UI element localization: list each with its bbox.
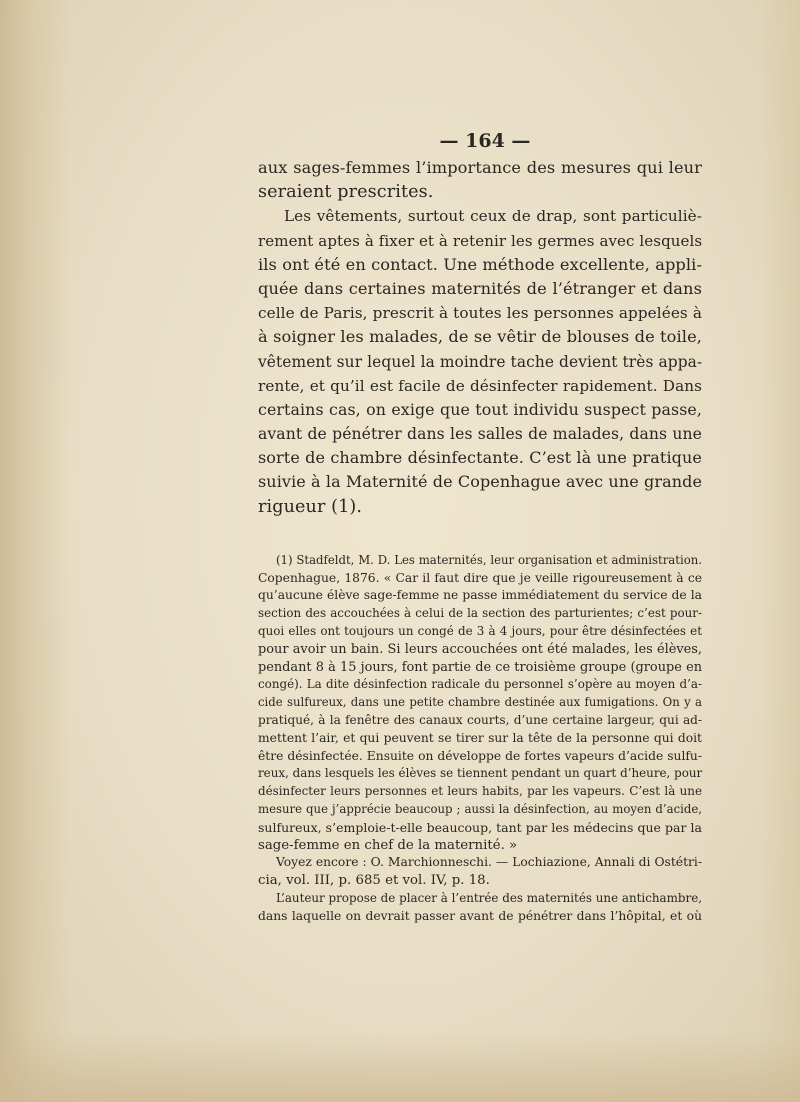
- text-block: [258, 126, 702, 926]
- main-text-line: celle de Paris, prescrit à toutes les personnes appelées à: [258, 304, 702, 323]
- footnote-line: pour avoir un bain. Si leurs accouchées ont été malades, les élèves,: [258, 641, 702, 657]
- main-text-line: suivie à la Maternité de Copenhague avec une grande: [258, 472, 703, 492]
- footnote-line: Voyez encore : O. Marchionneschi. — Lochiazione, Annali di Ostétri-: [276, 855, 702, 870]
- footnote-line: désinfecter leurs personnes et leurs habits, par les vapeurs. C’est là une: [258, 784, 702, 799]
- main-text-line: Les vêtements, surtout ceux de drap, sont particuliè-: [284, 207, 702, 226]
- footnote-line: quoi elles ont toujours un congé de 3 à 4 jours, pour être désinfectées et: [258, 624, 702, 638]
- footnote-line: mesure que j’apprécie beaucoup ; aussi la désinfection, au moyen d’acide,: [258, 801, 702, 816]
- page-edge-shadow-right: [760, 0, 800, 1102]
- footnote-line: cide sulfureux, dans une petite chambre destinée aux fumigations. On y a: [258, 695, 702, 710]
- footnote: [258, 552, 702, 926]
- page-edge-shadow-bottom: [0, 1032, 800, 1102]
- main-text-line: avant de pénétrer dans les salles de malades, dans une: [258, 425, 702, 444]
- footnote-line: sulfureux, s’emploie-t-elle beaucoup, tant par les médecins que par la: [258, 819, 702, 835]
- footnote-separator-space: [258, 519, 702, 552]
- footnote-line: pendant 8 à 15 jours, font partie de ce troisième groupe (groupe en: [258, 659, 702, 675]
- main-text-line: rigueur (1).: [258, 496, 363, 517]
- main-text-line: sorte de chambre désinfectante. C’est là une pratique: [258, 448, 702, 468]
- footnote-line: dans laquelle on devrait passer avant de pénétrer dans l’hôpital, et où: [258, 908, 702, 923]
- footnote-line: qu’aucune élève sage-femme ne passe immédiatement du service de la: [258, 588, 702, 603]
- main-text-line: certains cas, on exige que tout individu suspect passe,: [258, 399, 702, 419]
- footnote-line: sage-femme en chef de la maternité. »: [258, 837, 518, 853]
- footnote-line: (1) Stadfeldt, M. D. Les maternités, leur organisation et administration.: [276, 552, 702, 567]
- main-text-line: rement aptes à fixer et à retenir les germes avec lesquels: [258, 231, 703, 250]
- footnote-line: pratiqué, à la fenêtre des canaux courts, d’une certaine largeur, qui ad-: [258, 712, 702, 727]
- main-text: [258, 156, 702, 519]
- main-text-line: seraient prescrites.: [258, 182, 434, 203]
- main-text-line: quée dans certaines maternités de l’étranger et dans: [258, 278, 702, 298]
- main-text-line: à soigner les malades, de se vêtir de blouses de toile,: [258, 327, 702, 347]
- main-text-line: ils ont été en contact. Une méthode excellente, appli-: [258, 254, 703, 274]
- page-number: — 164 —: [439, 130, 531, 152]
- main-text-line: rente, et qu’il est facile de désinfecter rapidement. Dans: [258, 376, 702, 395]
- main-text-line: aux sages-femmes l’importance des mesures qui leur: [258, 158, 702, 177]
- page-edge-shadow-left: [0, 0, 70, 1102]
- footnote-line: mettent l’air, et qui peuvent se tirer sur la tête de la personne qui doit: [258, 730, 702, 745]
- footnote-line: L’auteur propose de placer à l’entrée des maternités une antichambre,: [276, 890, 703, 905]
- footnote-line: cia, vol. III, p. 685 et vol. IV, p. 18.: [258, 873, 490, 889]
- footnote-line: reux, dans lesquels les élèves se tiennent pendant un quart d’heure, pour: [258, 766, 703, 781]
- main-text-line: vêtement sur lequel la moindre tache devient très appa-: [258, 352, 703, 371]
- footnote-line: section des accouchées à celui de la section des parturientes; c’est pour-: [258, 606, 702, 621]
- footnote-line: Copenhague, 1876. « Car il faut dire que je veille rigoureusement à ce: [258, 570, 702, 585]
- footnote-line: être désinfectée. Ensuite on développe de fortes vapeurs d’acide sulfu-: [258, 748, 702, 763]
- footnote-line: congé). La dite désinfection radicale du personnel s’opère au moyen d’a-: [258, 677, 702, 692]
